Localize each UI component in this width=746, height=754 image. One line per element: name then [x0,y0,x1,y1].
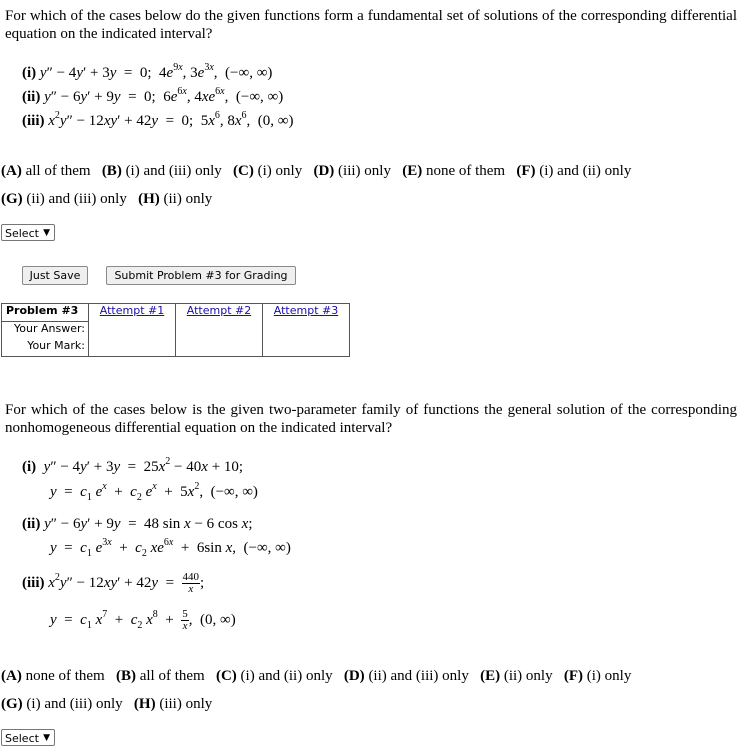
problem4-case-ii-solution: $y = c_1$ $e^{3x} + c_2$ $xe^{6x} + 6\sin$ x, (−∞, ∞) [50,537,291,559]
your-answer-label: Your Answer: [2,322,89,340]
choice: (B) (i) and (iii) only [101,163,222,179]
attempts-table [1,303,350,357]
just-save-button[interactable]: Just Save [22,266,88,285]
your-mark-label: Your Mark: [2,339,89,357]
choice: (D) (iii) only [313,163,391,179]
attempt-1-link[interactable]: Attempt #1 [99,304,165,317]
choice: (G) (i) and (iii) only [1,696,123,712]
problem4-case-iii-equation: (iii) $x^2y'' - 12xy' + 42y$ = $\frac{440}{x}$ ; [22,571,205,595]
problem4-answer-select[interactable]: Select ▼ [1,729,55,746]
choice: (F) (i) and (ii) only [516,163,632,179]
choice: (E) none of them [402,163,506,179]
problem4-case-i-solution: $y = c_1$ $e^x + c_2$ $e^x + 5x^2$, (−∞, ∞) [50,481,258,503]
problem3-choices [1,157,631,213]
choice: (G) (ii) and (iii) only [1,191,127,207]
problem3-question: For which of the cases below do the given functions form a fundamental set of solutions of the corresponding differential equation on the indicated interval? [5,8,737,42]
choice: (H) (ii) only [138,191,213,207]
attempt-2-link[interactable]: Attempt #2 [186,304,252,317]
choice: (F) (i) only [563,668,632,684]
chevron-down-icon: ▼ [43,733,50,743]
problem4-question: For which of the cases below is the given two-parameter family of functions the general solution of the corresponding nonhomogeneous differential equation on the indicated interval? [5,402,737,436]
choice: (E) (ii) only [480,668,553,684]
choice: (B) all of them [115,668,205,684]
problem3-case-ii: (ii) y″ − 6y′ + 9y = 0; $6e^{6x}$, $4xe^{6x}$, (−∞, ∞) [22,86,284,105]
choice: (C) (i) and (ii) only [215,668,333,684]
problem4-case-iii-solution: $y = c_1$ $x^7 + c_2$ $x^8$ + $\frac{5}{x}$ , (0, ∞) [50,608,236,632]
table-problem-label: Problem #3 [2,304,89,322]
chevron-down-icon: ▼ [43,228,50,238]
problem3-case-iii: (iii) $x^2y'' - 12xy' + 42y = 0$; $5x^6$, $8x^6$, (0, ∞) [22,110,294,129]
problem3-case-i: (i) y″ − 4y′ + 3y = 0; $4e^{9x}$, $3e^{3x}$, (−∞, ∞) [22,62,273,81]
submit-problem-button[interactable]: Submit Problem #3 for Grading [106,266,296,285]
attempt-3-link[interactable]: Attempt #3 [273,304,339,317]
choice: (H) (iii) only [133,696,213,712]
choice: (D) (ii) and (iii) only [343,668,469,684]
problem3-answer-select[interactable]: Select ▼ [1,224,55,241]
problem4-case-i-equation: (i) $y'' - 4y' + 3y = 25x^2 - 40x + 10$; [22,456,244,475]
problem4-case-ii-equation: (ii) y″ − 6y′ + 9y = 48 sin x − 6 cos x; [22,516,253,532]
problem4-choices [1,662,631,718]
choice: (C) (i) only [233,163,303,179]
choice: (A) none of them [1,668,105,684]
choice: (A) all of them [1,163,91,179]
